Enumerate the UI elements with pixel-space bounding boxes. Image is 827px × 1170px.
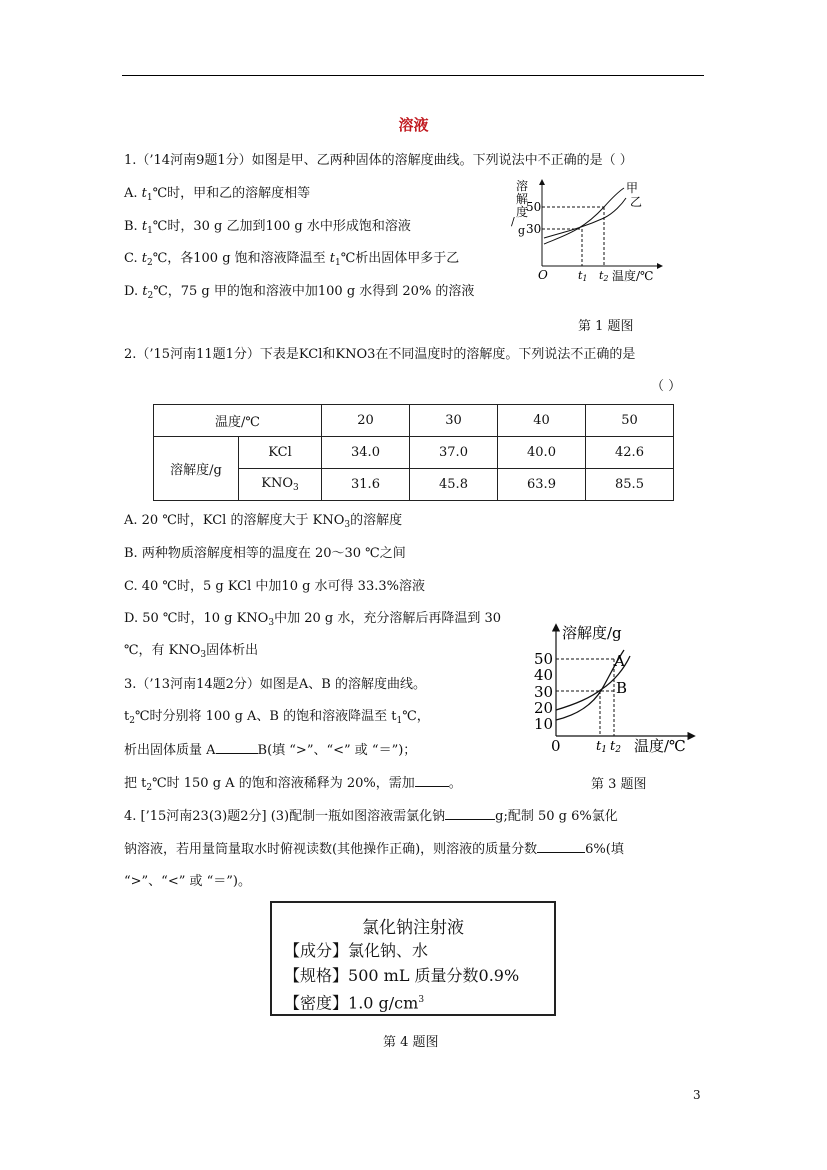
table-row-kcl <box>154 437 674 469</box>
table-kcl-40: 40.0 <box>498 437 586 469</box>
table-temp-30: 30 <box>410 405 498 437</box>
page-title: 溶液 <box>398 116 429 134</box>
q2-option-c: C. 40 ℃时，5 g KCl 中加10 g 水可得 33.3%溶液 <box>124 579 425 594</box>
q2-option-b: B. 两种物质溶解度相等的温度在 20～30 ℃之间 <box>124 546 406 561</box>
table-temp-40: 40 <box>498 405 586 437</box>
fig1-ylabel-5: g <box>518 224 526 237</box>
fig3-ytick-50: 50 <box>534 650 554 668</box>
q3-line4: 把 $t_2℃$时 150 g A 的饱和溶液稀释为 20%，需加 。 <box>124 776 462 793</box>
table-kno3-30: 45.8 <box>410 469 498 501</box>
table-kcl-name: KCl <box>239 437 322 469</box>
fig3-xtick-t2: t2 <box>610 739 621 755</box>
fig1-xtick-t2: t2 <box>599 269 609 283</box>
figure-1-solubility-chart <box>508 176 668 286</box>
fig1-ylabel-4: / <box>511 215 515 228</box>
fig1-origin: O <box>538 268 548 282</box>
table-header-temp: 温度/℃ <box>154 405 322 437</box>
fig3-origin: 0 <box>551 737 561 755</box>
fig1-ylabel-2: 解 <box>516 192 529 206</box>
table-header-row <box>154 405 674 437</box>
q2-option-d-line1: D. 50 ℃时，10 g $KNO_3$中加 20 g 水，充分溶解后再降温到 30 <box>124 611 501 628</box>
fig3-ylabel: 溶解度/g <box>562 624 622 642</box>
table-row-group: 溶解度/g <box>154 437 239 501</box>
fig1-ytick-30: 30 <box>526 222 542 236</box>
fig1-curve-jia <box>544 188 624 244</box>
fig3-ytick-40: 40 <box>534 666 554 684</box>
q1-option-b: B. $t_1℃$时，30 g 乙加到100 g 水中形成饱和溶液 <box>124 219 411 236</box>
fig1-ytick-50: 50 <box>526 200 542 214</box>
q1-option-a: A. $t_1℃$时，甲和乙的溶解度相等 <box>124 186 311 203</box>
fig3-label-a: A <box>614 652 625 670</box>
fig1-label-jia: 甲 <box>626 181 639 195</box>
header-rule <box>122 75 704 76</box>
table-kno3-name: $KNO_3$ <box>239 469 322 501</box>
q3-stem: 3.（’13河南14题2分）如图是A、B 的溶解度曲线。 <box>124 677 426 692</box>
fig3-label-b: B <box>616 679 628 697</box>
figure-3-solubility-chart <box>526 620 701 760</box>
fig3-ytick-30: 30 <box>534 683 554 701</box>
q4-blank-1[interactable] <box>445 807 495 820</box>
fig1-ylabel-3: 度 <box>516 205 529 219</box>
q2-option-a: A. 20 ℃时，KCl 的溶解度大于 $KNO_3$的溶解度 <box>124 513 403 530</box>
fig3-caption: 第 3 题图 <box>591 777 647 792</box>
fig1-xtick-t1: t1 <box>578 269 588 283</box>
table-kcl-30: 37.0 <box>410 437 498 469</box>
q2-stem: 2.（’15河南11题1分）下表是KCl和KNO3在不同温度时的溶解度。下列说法不正确的是 <box>124 347 636 362</box>
fig1-caption: 第 1 题图 <box>578 319 634 334</box>
q1-option-d: D. $t_2℃$，75 g 甲的饱和溶液中加100 g 水得到 20% 的溶液 <box>124 284 475 301</box>
table-kno3-40: 63.9 <box>498 469 586 501</box>
table-kno3-50: 85.5 <box>586 469 674 501</box>
fig3-xtick-t1: t1 <box>596 739 607 755</box>
fig1-xlabel: 温度/℃ <box>612 269 654 283</box>
q4-line3: “>”、“<” 或 “＝”)。 <box>124 874 251 889</box>
fig4-caption: 第 4 题图 <box>383 1035 439 1050</box>
table-kcl-50: 42.6 <box>586 437 674 469</box>
saline-label-row-density: 【密度】1.0 $g/cm^3$ <box>284 993 425 1013</box>
saline-label-title: 氯化钠注射液 <box>362 918 464 938</box>
saline-label-row-ingredients: 【成分】氯化钠、水 <box>284 941 429 960</box>
q3-line3: 析出固体质量 A B(填 “>”、“<” 或 “＝”)； <box>124 743 417 758</box>
q2-option-d-line2: ℃，有 $KNO_3$固体析出 <box>124 643 259 660</box>
table-kcl-20: 34.0 <box>322 437 410 469</box>
table-temp-20: 20 <box>322 405 410 437</box>
fig3-ytick-20: 20 <box>534 699 554 717</box>
fig1-ylabel-1: 溶 <box>516 179 529 193</box>
saline-label-box <box>270 901 556 1016</box>
q4-line2: 钠溶液，若用量筒量取水时俯视读数(其他操作正确)，则溶液的质量分数 6%(填 <box>124 842 624 857</box>
saline-label-row-spec: 【规格】500 mL 质量分数0.9% <box>284 966 520 985</box>
q2-answer-paren: （ ） <box>651 379 682 394</box>
page-number: 3 <box>693 1088 701 1102</box>
q3-line2: $t_2℃$时分别将 100 g A、B 的饱和溶液降温至 $t_1℃$， <box>124 709 430 726</box>
fig3-xlabel: 温度/℃ <box>634 737 686 755</box>
q4-blank-2[interactable] <box>537 840 585 853</box>
q3-blank-2[interactable] <box>415 774 449 787</box>
q4-line1: 4. [’15河南23(3)题2分] (3)配制一瓶如图溶液需氯化钠 g;配制 50 g 6%氯化 <box>124 809 618 824</box>
q3-blank-1[interactable] <box>216 741 258 754</box>
q1-stem: 1.（’14河南9题1分）如图是甲、乙两种固体的溶解度曲线。下列说法中不正确的是（ ） <box>124 153 633 168</box>
table-kno3-20: 31.6 <box>322 469 410 501</box>
solubility-table <box>153 404 674 501</box>
fig1-curve-yi <box>544 198 626 238</box>
fig3-ytick-10: 10 <box>534 715 554 733</box>
table-temp-50: 50 <box>586 405 674 437</box>
fig1-label-yi: 乙 <box>630 195 643 209</box>
q1-option-c: C. $t_2℃$，各100 g 饱和溶液降温至 $t_1℃$析出固体甲多于乙 <box>124 251 460 268</box>
